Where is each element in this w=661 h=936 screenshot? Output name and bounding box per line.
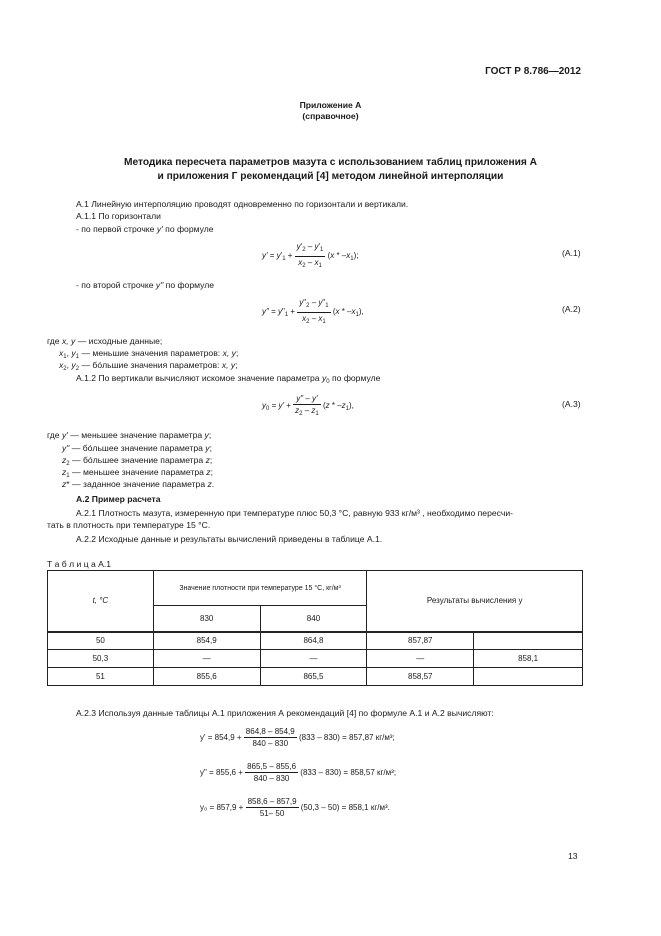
where-z1: $z_1$ — меньшее значение параметра z;: [62, 467, 213, 479]
paragraph-a2-1-line2: тать в плотность при температуре 15 °С.: [47, 520, 211, 530]
calculation-y-prime: y' = 854,9 + $\frac{864,8 - 854,9}{840 - 830}$ (833 – 830) = 857,87 кг/м³;: [200, 727, 395, 748]
table-cell: 50: [48, 632, 154, 650]
formula-a2: y" = $y"_1$ + $\frac{y"_2 - y"_1}{x_2 - x_1}$ $(x * -x_1)$,: [262, 298, 364, 325]
header-temperature: t, °С: [48, 571, 154, 632]
paragraph-second-row: - по второй строчке y" по формуле: [76, 280, 215, 290]
formula-a1: $y' = y'_1$ + $\frac{y'_2 - y'_1}{x_2 - x_1}$ $(x * -x_1)$;: [262, 242, 359, 269]
calculation-y-double-prime: y" = 855,6 + $\frac{865,5 - 855,6}{840 - 830}$ (833 – 830) = 858,57 кг/м³;: [200, 762, 397, 783]
section-heading-line-2: и приложения Г рекомендаций [4] методом линейной интерполяции: [157, 171, 504, 182]
paragraph-a2-3: А.2.3 Используя данные таблицы А.1 приложения А рекомендаций [4] по формуле А.1 и А.2 вычисляют:: [76, 708, 494, 718]
appendix-title: Приложение А: [299, 100, 362, 110]
formula-label-a1: (А.1): [562, 248, 581, 258]
table-cell: 865,5: [260, 668, 367, 686]
formula-label-a3: (А.3): [562, 399, 581, 409]
paragraph-a2-1-line1: А.2.1 Плотность мазута, измеренную при температуре плюс 50,3 °С, равную 933 кг/м³ , необходимо пересчи-: [76, 508, 513, 518]
section-heading-line-1: Методика пересчета параметров мазута с использованием таблиц приложения А: [123, 157, 538, 168]
document-code: ГОСТ Р 8.786—2012: [485, 66, 581, 77]
where-z2: $z_2$ — бóльшее значение параметра z;: [62, 455, 213, 467]
appendix-subtitle: (справочное): [302, 111, 359, 121]
where-xy: где x, y — исходные данные;: [47, 336, 163, 346]
subheader-840: 840: [260, 606, 367, 632]
paragraph-a1-2: А.1.2 По вертикали вычисляют искомое значение параметра $y_0$ по формуле: [76, 373, 381, 385]
table-cell: 855,6: [153, 668, 260, 686]
table-cell: 858,1: [474, 650, 583, 668]
formula-label-a2: (А.2): [562, 304, 581, 314]
table-cell: 50,3: [48, 650, 154, 668]
page-number: 13: [568, 851, 578, 861]
table-cell: 864,8: [260, 632, 367, 650]
table-cell: 51: [48, 668, 154, 686]
paragraph-a1: А.1 Линейную интерполяцию проводят одновременно по горизонтали и вертикали.: [76, 199, 409, 209]
table-caption: Т а б л и ц а А.1: [47, 559, 112, 569]
table-cell: —: [367, 650, 474, 668]
calculation-y0: y₀ = 857,9 + $\frac{858,6 - 857,9}{51- 50}$ (50,3 – 50) = 858,1 кг/м³.: [200, 797, 390, 818]
table-cell: —: [260, 650, 367, 668]
header-results: Результаты вычисления y: [367, 571, 583, 632]
where-y-double-prime: y" — бóльшее значение параметра y;: [62, 443, 212, 453]
paragraph-a2-2: А.2.2 Исходные данные и результаты вычислений приведены в таблице А.1.: [76, 534, 383, 544]
paragraph-first-row: - по первой строчке y' по формуле: [76, 224, 214, 234]
data-table: [47, 570, 583, 686]
where-z-star: z* — заданное значение параметра z.: [62, 479, 215, 489]
subheader-830: 830: [153, 606, 260, 632]
header-density: Значение плотности при температуре 15 °С, кг/м³: [153, 571, 367, 606]
where-x2-y2: $x_2$, $y_2$ — бóльшие значения параметров: x, y;: [59, 360, 238, 372]
table-cell: —: [153, 650, 260, 668]
where-x1-y1: $x_1$, $y_1$ — меньшие значения параметров: x, y;: [59, 348, 239, 360]
section-a2-title: А.2 Пример расчета: [76, 494, 161, 504]
formula-a3: $y_0 = y'$ + $\frac{y" - y'}{z_2 - z_1}$ $(z * -z_1)$,: [262, 394, 354, 417]
table-cell: 854,9: [153, 632, 260, 650]
table-cell: 857,87: [367, 632, 474, 650]
where-y-prime: где y' — меньшее значение параметра y;: [47, 430, 212, 440]
table-cell: [474, 632, 583, 650]
paragraph-a1-1: А.1.1 По горизонтали: [76, 211, 161, 221]
table-cell: [474, 668, 583, 686]
table-cell: 858,57: [367, 668, 474, 686]
